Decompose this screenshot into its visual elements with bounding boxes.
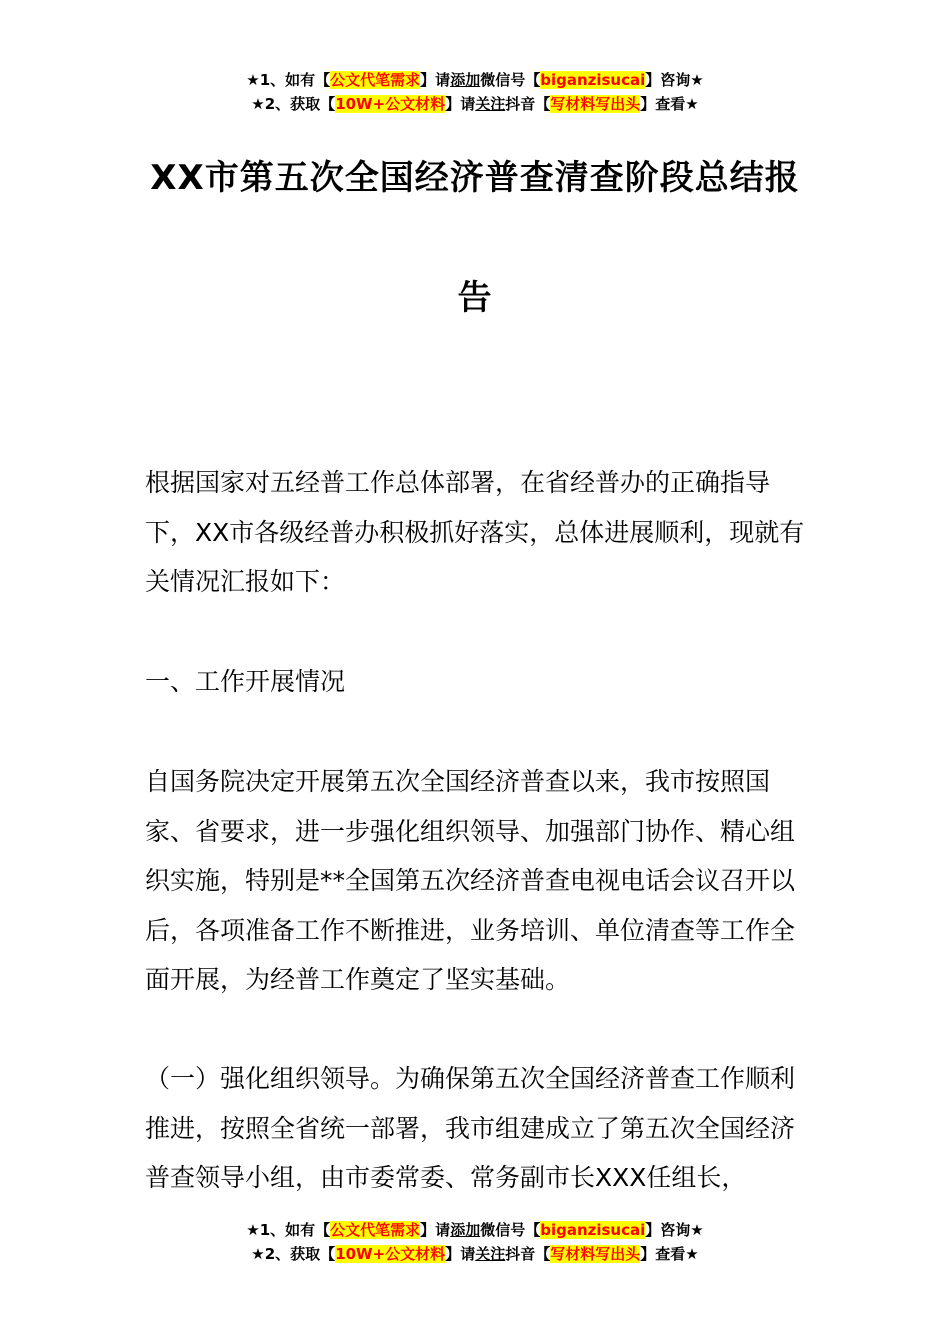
banner-text: 】请 <box>445 95 476 113</box>
banner-text: ★1、如有【 <box>246 1221 331 1239</box>
banner-highlight: 公文代笔需求 <box>330 71 421 89</box>
banner-text: 】查看★ <box>640 1245 699 1263</box>
banner-underline: 关注 <box>475 95 506 113</box>
banner-text: ★2、获取【 <box>251 1245 336 1263</box>
banner-text: ★1、如有【 <box>246 71 331 89</box>
banner-wechat-id: biganzisucai <box>540 1221 646 1239</box>
banner-wechat-id: biganzisucai <box>540 71 646 89</box>
banner-text: 】咨询★ <box>645 71 704 89</box>
banner-text: 抖音【 <box>505 1245 551 1263</box>
banner-text: 】请 <box>420 1221 451 1239</box>
banner-line-1 <box>0 1218 950 1242</box>
banner-highlight: 10W+公文材料 <box>335 1245 446 1263</box>
banner-douyin-id: 写材料写出头 <box>550 95 641 113</box>
banner-douyin-id: 写材料写出头 <box>550 1245 641 1263</box>
banner-text: 抖音【 <box>505 95 551 113</box>
banner-underline: 添加 <box>450 71 481 89</box>
section-heading <box>145 657 815 707</box>
banner-underline: 添加 <box>450 1221 481 1239</box>
paragraph-text: 根据国家对五经普工作总体部署，在省经普办的正确指导下，XX市各级经普办积极抓好落实，总体进展顺利，现就有关情况汇报如下： <box>145 468 805 596</box>
paragraph-text: 自国务院决定开展第五次全国经济普查以来，我市按照国家、省要求，进一步强化组织领导、加强部门协作、精心组织实施，特别是**全国第五次经济普查电视电话会议召开以后，各项准备工作不断推进，业务培训、单位清查等工作全面开展，为经普工作奠定了坚实基础。 <box>145 767 796 994</box>
header-banner <box>0 68 950 116</box>
banner-text: ★2、获取【 <box>251 95 336 113</box>
banner-text: 微信号【 <box>480 71 541 89</box>
banner-underline: 关注 <box>475 1245 506 1263</box>
paragraph-subsection-1 <box>145 1054 815 1203</box>
banner-text: 微信号【 <box>480 1221 541 1239</box>
banner-text: 】咨询★ <box>645 1221 704 1239</box>
banner-highlight: 10W+公文材料 <box>335 95 446 113</box>
banner-highlight: 公文代笔需求 <box>330 1221 421 1239</box>
footer-banner <box>0 1218 950 1266</box>
paragraph-overview <box>145 757 815 1005</box>
document-title-line-2: 告 <box>457 278 493 318</box>
banner-line-2 <box>0 92 950 116</box>
banner-text: 】请 <box>420 71 451 89</box>
banner-text: 】查看★ <box>640 95 699 113</box>
banner-line-2 <box>0 1242 950 1266</box>
paragraph-text: （一）强化组织领导。为确保第五次全国经济普查工作顺利推进，按照全省统一部署，我市组建成立了第五次全国经济普查领导小组，由市委常委、常务副市长XXX任组长， <box>145 1064 796 1192</box>
paragraph-intro <box>145 458 815 607</box>
document-title-line-1: XX市第五次全国经济普查清查阶段总结报 <box>150 158 800 198</box>
banner-line-1 <box>0 68 950 92</box>
heading-text: 一、工作开展情况 <box>145 667 346 696</box>
banner-text: 】请 <box>445 1245 476 1263</box>
